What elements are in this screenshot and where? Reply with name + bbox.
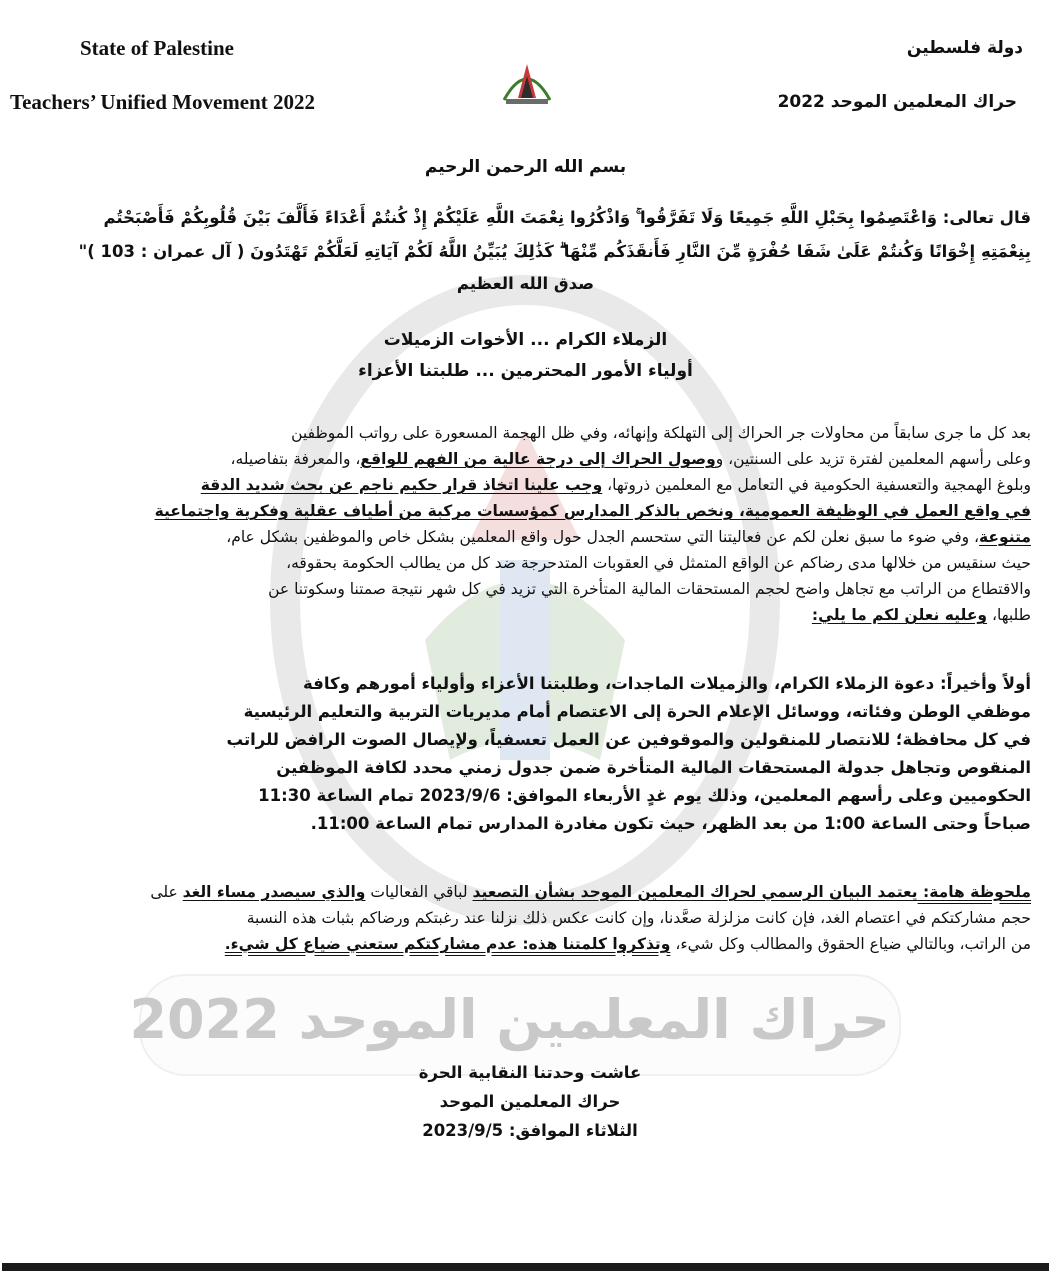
signature-line-2: حراك المعلمين الموحد [439, 1092, 621, 1111]
para2-line-6: صباحاً وحتى الساعة 1:00 من بعد الظهر، حيث تكون مغادرة المدارس تمام الساعة 11:00. [310, 814, 1031, 833]
para2-line-5: الحكوميين وعلى رأسهم المعلمين، وذلك يوم غدٍ الأربعاء الموافق: 2023/9/6 تمام الساعة 11:30 [258, 786, 1031, 805]
para1-line-6: حيث سنقيس من خلالها مدى رضاكم عن الواقع المتمثل في العقوبات المتدحرجة ضد كل من يطالب الحكومة بحقوقه، [286, 554, 1031, 572]
para1-line-4: في واقع العمل في الوظيفة العمومية، ونخص بالذكر المدارس كمؤسسات مركبة من أطياف عقلية وفكرية واجتماعية [154, 502, 1031, 520]
para2-line-4: المنقوص وتجاهل جدولة المستحقات المالية المتأخرة ضمن جدول زمني محدد لكافة الموظفين [276, 758, 1031, 777]
signature-date: الثلاثاء الموافق: 2023/9/5 [422, 1121, 638, 1140]
para1-l2b: وصول الحراك إلى درجة عالية من الفهم للواقع [360, 450, 716, 468]
para3-line-1 [21, 881, 1031, 903]
para1-l2a: وعلى رأسهم المعلمين لفترة تزيد على السنتين، و [715, 450, 1031, 468]
verse-line-2: بِنِعْمَتِهِ إِخْوَانًا وَكُنتُمْ عَلَىٰ شَفَا حُفْرَةٍ مِّنَ النَّارِ فَأَنقَذَكُم مِّنْهَا ۗ كَذَٰلِكَ يُبَيِّنُ اللَّهُ لَكُمْ آيَاتِهِ لَعَلَّكُمْ تَهْتَدُونَ ( آل عمران : 103 )" [78, 242, 1031, 261]
para1-l8a: طلبها، [987, 606, 1031, 624]
para1-line-8 [21, 604, 1031, 626]
para3-l1d: والذي سيصدر مساء الغد [182, 883, 366, 901]
para1-l2c: ، والمعرفة بتفاصيله، [230, 450, 361, 468]
verse-closing: صدق الله العظيم [456, 274, 595, 293]
para1-l5a: متنوعة [979, 528, 1031, 546]
para1-l3b: وجب علينا اتخاذ قرار حكيم ناجم عن بحث شديد الدقة [200, 476, 603, 494]
para1-l5b: ، وفي ضوء ما سبق نعلن لكم عن فعاليتنا التي ستحسم الجدل حول واقع المعلمين بشكل خاص والموظفين بشكل عام، [226, 528, 980, 546]
para1-line-1: بعد كل ما جرى سابقاً من محاولات جر الحراك إلى التهلكة وإنهائه، وفي ظل الهجمة المسعورة على رواتب الموظفين [291, 424, 1031, 442]
greeting-line-1: الزملاء الكرام ... الأخوات الزميلات [383, 330, 668, 350]
para3-l1c: لباقي الفعاليات [365, 883, 473, 901]
para1-line-7: والاقتطاع من الراتب مع تجاهل واضح لحجم المستحقات المالية المتأخرة التي تزيد في كل شهر نتيجة صمتنا وسكوتنا عن [268, 580, 1031, 598]
basmala: بسم الله الرحمن الرحيم [424, 157, 627, 177]
header-state-en: State of Palestine [80, 36, 234, 60]
verse-line-1: قال تعالى: وَاعْتَصِمُوا بِحَبْلِ اللَّهِ جَمِيعًا وَلَا تَفَرَّقُوا ۚ وَاذْكُرُوا نِعْمَتَ اللَّهِ عَلَيْكُمْ إِذْ كُنتُمْ أَعْدَاءً فَأَلَّفَ بَيْنَ قُلُوبِكُمْ فَأَصْبَحْتُم [103, 208, 1031, 227]
para1-l3a: وبلوغ الهمجية والتعسفية الحكومية في التعامل مع المعلمين ذروتها، [602, 476, 1031, 494]
para3-l1a: ملحوظة هامة: [917, 883, 1031, 901]
signature-line-1: عاشت وحدتنا النقابية الحرة [418, 1063, 642, 1082]
para3-l3a: من الراتب، وبالتالي ضياع الحقوق والمطالب وكل شيء، [670, 935, 1031, 953]
header-state-ar: دولة فلسطين [906, 38, 1023, 58]
header-movement-en: Teachers’ Unified Movement 2022 [10, 90, 316, 114]
bottom-border [2, 1263, 1049, 1271]
para2-line-1: أولاً وأخيراً: دعوة الزملاء الكرام، والزميلات الماجدات، وطلبتنا الأعزاء وأولياء أمورهم وكافة [303, 674, 1031, 693]
para1-line-2 [21, 448, 1031, 470]
header-movement-ar: حراك المعلمين الموحد 2022 [777, 92, 1017, 112]
para1-line-3 [21, 474, 1031, 496]
para1-l8b: وعليه نعلن لكم ما يلي: [811, 606, 988, 624]
greeting-line-2: أولياء الأمور المحترمين ... طلبتنا الأعزاء [358, 361, 693, 381]
para3-line-3 [21, 933, 1031, 955]
para3-line-2: حجم مشاركتكم في اعتصام الغد، فإن كانت مزلزلة صعَّدنا، وإن كانت عكس ذلك نزلنا عند رغبتكم ورضاكم بثبات هذه النسبة [246, 909, 1031, 927]
para3-l1e: على [150, 883, 183, 901]
para3-l3b: وتذكروا كلمتنا هذه: عدم مشاركتكم ستعني ضياع كل شيء. [224, 935, 671, 953]
para1-line-5 [21, 526, 1031, 548]
movement-logo [496, 58, 558, 106]
para2-line-3: في كل محافظة؛ للانتصار للمنقولين والموقوفين عن العمل تعسفياً، ولإيصال الصوت الرافض للراتب [226, 730, 1031, 749]
watermark-banner-text: حراك المعلمين الموحد 2022 [129, 988, 890, 1051]
para2-line-2: موظفي الوطن وفئاته، ووسائل الإعلام الحرة إلى الاعتصام أمام مديريات التربية والتعليم الرئيسية [243, 702, 1031, 721]
para3-l1b: يعتمد البيان الرسمي لحراك المعلمين الموحد بشأن التصعيد [472, 883, 918, 901]
